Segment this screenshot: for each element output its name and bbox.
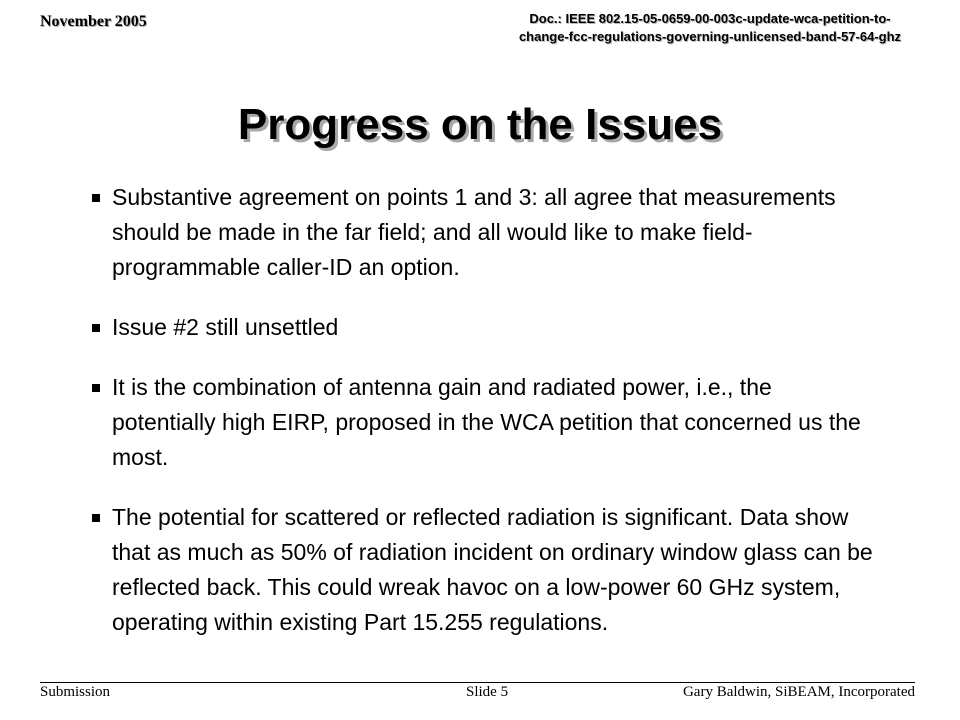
- footer-author: Gary Baldwin, SiBEAM, Incorporated: [682, 684, 915, 700]
- square-bullet-icon: [92, 324, 100, 332]
- header-doc-line-2: change-fcc-regulations-governing-unlicensed-band-57-64-ghz: [518, 29, 902, 44]
- header-doc-id: [480, 10, 940, 46]
- bullet-text: It is the combination of antenna gain and radiated power, i.e., the potentially high EIRP, proposed in the WCA petition that concerned us the most.: [112, 374, 861, 470]
- footer-submission: Submission: [40, 684, 111, 700]
- square-bullet-icon: [92, 514, 100, 522]
- bullet-list: [84, 180, 874, 665]
- slide-title: Progress on the Issues: [237, 100, 723, 149]
- bullet-item: [84, 370, 874, 475]
- bullet-text: Substantive agreement on points 1 and 3: all agree that measurements should be made in the far field; and all would like to make field-programmable caller-ID an option.: [112, 184, 836, 280]
- header-date: November 2005: [40, 13, 147, 30]
- footer-divider: [40, 682, 915, 683]
- bullet-item: [84, 500, 874, 640]
- bullet-text: Issue #2 still unsettled: [112, 314, 339, 340]
- footer-slide-number: Slide 5: [466, 684, 509, 700]
- bullet-item: [84, 180, 874, 285]
- header-doc-line-1: Doc.: IEEE 802.15-05-0659-00-003c-update-wca-petition-to-: [529, 11, 891, 26]
- bullet-item: [84, 310, 874, 345]
- bullet-text: The potential for scattered or reflected radiation is significant. Data show that as much as 50% of radiation incident on ordinary window glass can be reflected back. This could wreak havoc on a low-power 60 GHz system, operating within existing Part 15.255 regulations.: [112, 504, 873, 635]
- square-bullet-icon: [92, 194, 100, 202]
- square-bullet-icon: [92, 384, 100, 392]
